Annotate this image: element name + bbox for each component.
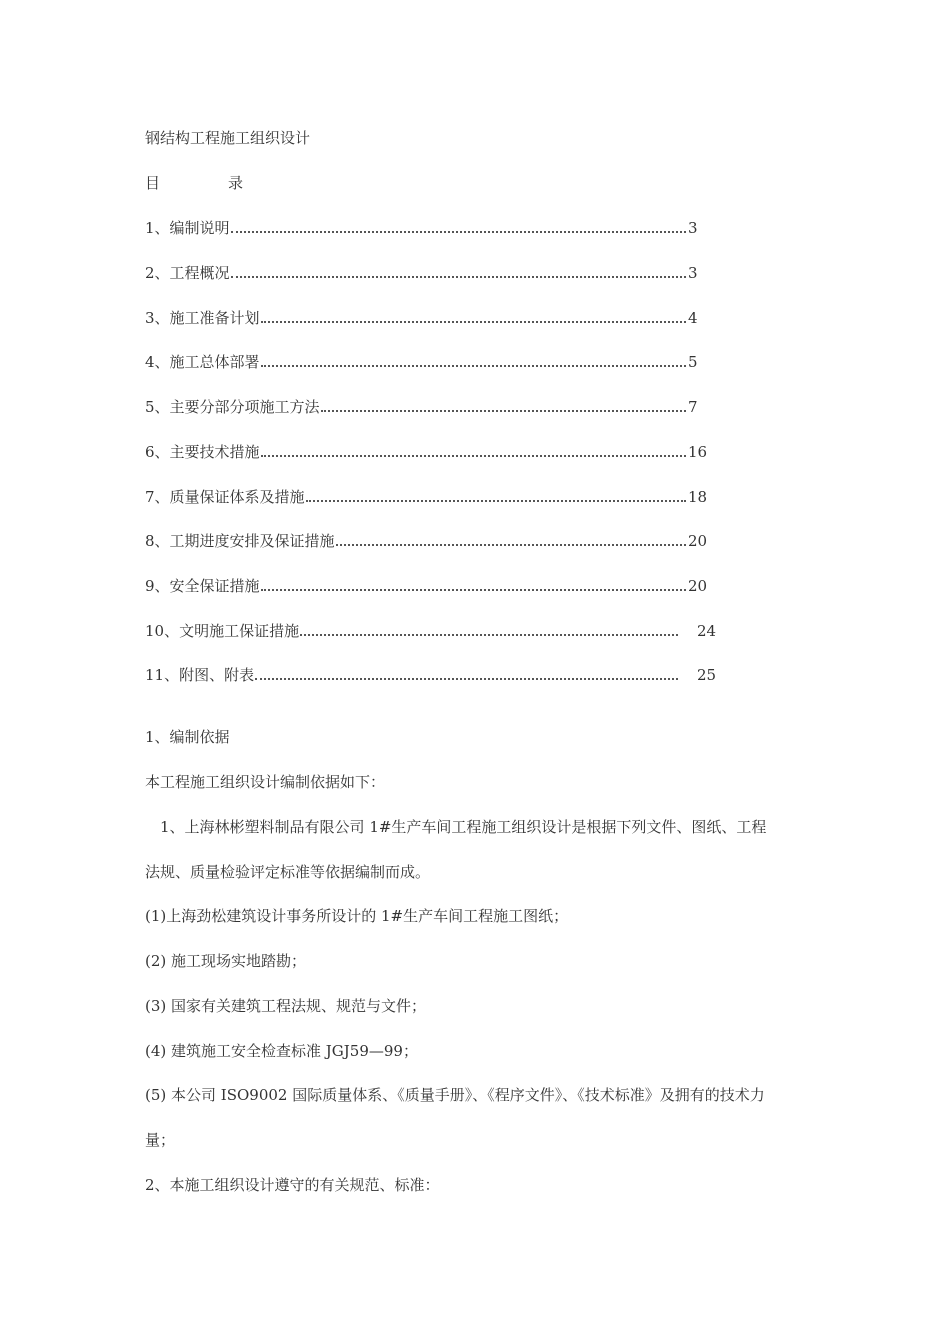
toc-entry-label: 2、工程概况 (145, 264, 230, 282)
toc-entry-page: 25 (697, 666, 717, 684)
item1-line1: 1、上海林彬塑料制品有限公司 1#生产车间工程施工组织设计是根据下列文件、图纸、工程 (160, 818, 767, 836)
toc-entry-page: 3 (688, 264, 698, 282)
toc-entry-page: 24 (697, 622, 717, 640)
toc-leader-dots (321, 410, 686, 412)
toc-entry (145, 487, 715, 507)
toc-entry-label: 6、主要技术措施 (145, 443, 260, 461)
toc-entry-page: 20 (688, 577, 708, 595)
toc-heading-right: 录 (228, 174, 244, 192)
toc-entry-page: 7 (688, 398, 698, 416)
item1-line2: 法规、质量检验评定标准等依据编制而成。 (145, 863, 431, 881)
toc-entry-page: 16 (688, 443, 708, 461)
section1-heading: 1、编制依据 (145, 728, 230, 746)
toc-leader-dots (336, 544, 686, 546)
toc-entry-page: 18 (688, 488, 708, 506)
toc-leader-dots (306, 500, 686, 502)
toc-entry-label: 5、主要分部分项施工方法 (145, 398, 320, 416)
toc-entry-label: 4、施工总体部署 (145, 353, 260, 371)
basis-item-3: (3) 国家有关建筑工程法规、规范与文件； (145, 997, 427, 1015)
basis-item-5-line2: 量； (145, 1131, 176, 1149)
toc-entry (145, 352, 715, 372)
toc-entry-label: 11、附图、附表 (145, 666, 255, 684)
toc-entry (145, 621, 715, 641)
toc-heading-left: 目 (145, 174, 161, 192)
item2: 2、本施工组织设计遵守的有关规范、标准： (145, 1176, 440, 1194)
toc-entry (145, 308, 715, 328)
toc-leader-dots (231, 231, 686, 233)
toc-entry-page: 5 (688, 353, 698, 371)
toc-entry-label: 7、质量保证体系及措施 (145, 488, 305, 506)
toc-entry (145, 531, 715, 551)
basis-item-2: (2) 施工现场实地踏勘； (145, 952, 307, 970)
toc-leader-dots (261, 365, 686, 367)
toc-entry (145, 218, 715, 238)
document-title: 钢结构工程施工组织设计 (145, 129, 311, 147)
toc-entry-label: 9、安全保证措施 (145, 577, 260, 595)
toc-entry-page: 3 (688, 219, 698, 237)
toc-entry-label: 8、工期进度安排及保证措施 (145, 532, 335, 550)
basis-item-4: (4) 建筑施工安全检查标准 JGJ59—99； (145, 1042, 418, 1060)
toc-entry (145, 665, 715, 685)
toc-leader-dots (255, 678, 678, 680)
toc-leader-dots (261, 455, 686, 457)
toc-leader-dots (231, 276, 686, 278)
toc-entry-label: 3、施工准备计划 (145, 309, 260, 327)
toc-entry (145, 397, 715, 417)
basis-item-5-line1: (5) 本公司 ISO9002 国际质量体系、《质量手册》、《程序文件》、《技术标准》及拥有的技术力 (145, 1086, 765, 1104)
toc-entry-page: 4 (688, 309, 698, 327)
toc-leader-dots (300, 634, 678, 636)
toc-leader-dots (261, 589, 686, 591)
basis-item-1: (1)上海劲松建筑设计事务所设计的 1#生产车间工程施工图纸； (145, 907, 569, 925)
toc-entry (145, 442, 715, 462)
toc-entry-label: 1、编制说明 (145, 219, 230, 237)
section1-intro: 本工程施工组织设计编制依据如下： (145, 773, 386, 791)
toc-entry-label: 10、文明施工保证措施 (145, 622, 300, 640)
toc-entry (145, 576, 715, 596)
toc-leader-dots (261, 321, 686, 323)
toc-entry (145, 263, 715, 283)
toc-entry-page: 20 (688, 532, 708, 550)
